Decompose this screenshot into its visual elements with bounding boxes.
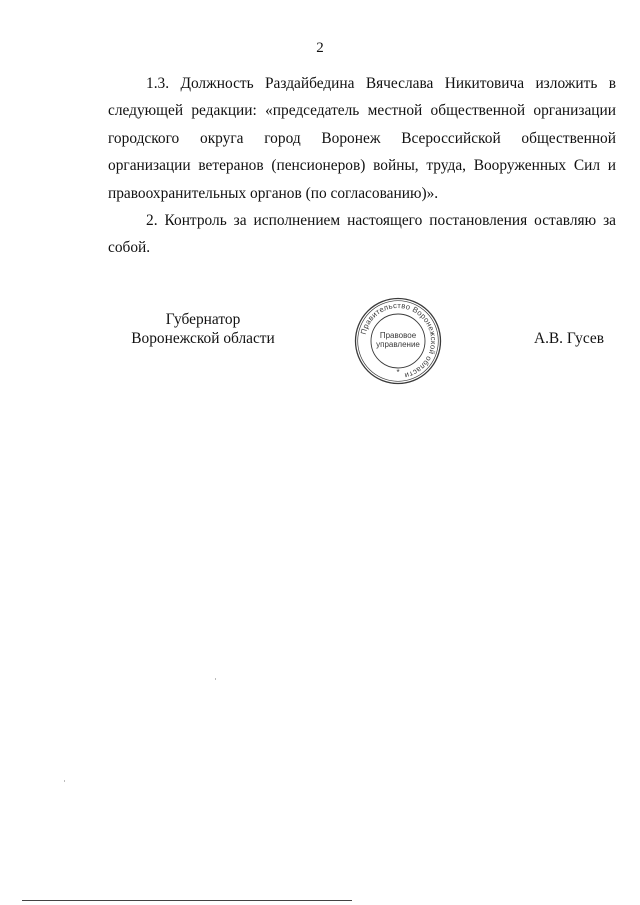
page-number: 2 xyxy=(316,40,324,56)
seal-graphic xyxy=(354,297,442,385)
signatory-title xyxy=(108,310,298,348)
scan-speck xyxy=(215,678,216,680)
seal-ring-text: Правительство Воронежской области xyxy=(358,300,439,381)
official-seal-stamp xyxy=(354,297,442,385)
scan-speck xyxy=(64,780,65,782)
document-body xyxy=(108,70,616,262)
seal-star-icon: * xyxy=(396,368,400,377)
seal-center-text-1: Правовое xyxy=(379,331,417,340)
signatory-title-line-1: Губернатор xyxy=(165,311,241,328)
paragraph-1-3: 1.3. Должность Раздайбедина Вячеслава Никитовича изложить в следующей редакции: «председатель местной общественной организации городского округа город Воронеж Всероссийской общественной организации ветеранов (пенсионеров) войны, труда, Вооруженных Сил и правоохранительных органов (по согласованию)». xyxy=(108,75,616,202)
seal-center-text-2: управление xyxy=(376,340,420,349)
paragraph-2: 2. Контроль за исполнением настоящего постановления оставляю за собой. xyxy=(108,212,616,257)
signatory-title-line-2: Воронежской области xyxy=(131,330,275,347)
signatory-name: А.В. Гусев xyxy=(533,330,604,347)
page-bottom-edge-line xyxy=(22,900,352,901)
